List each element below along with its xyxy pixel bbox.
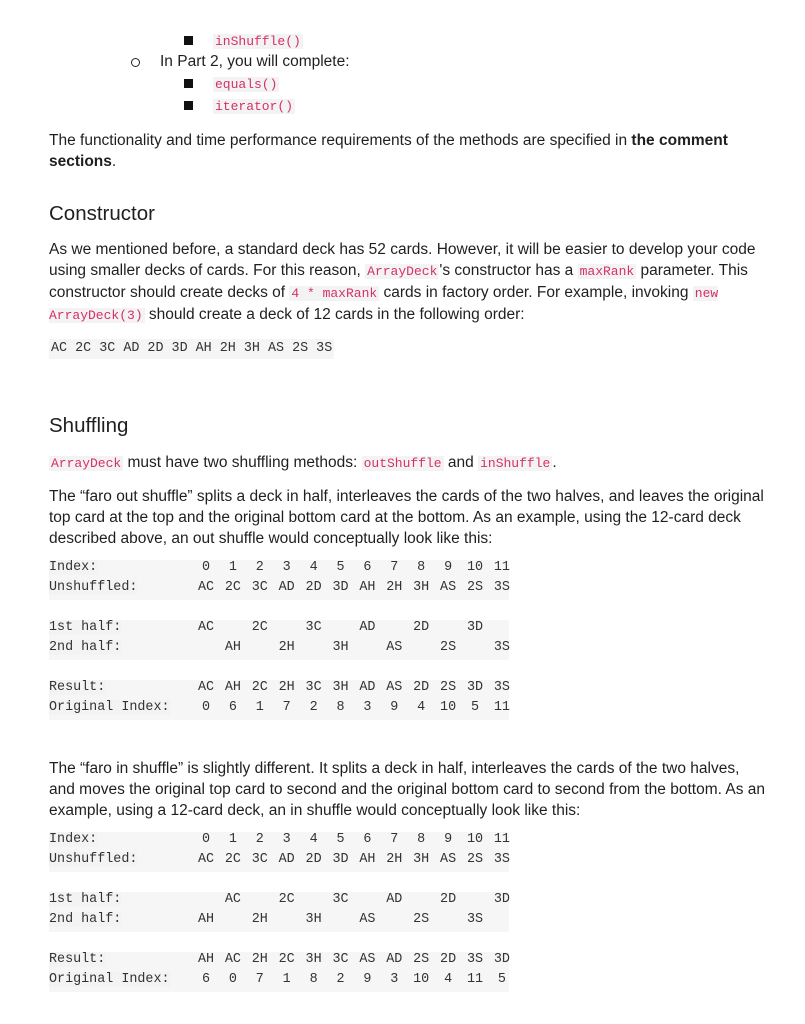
table-cell: 5 [497,972,506,987]
table-cell: 4 [309,560,318,575]
table-cell: 3 [390,972,399,987]
out-table-row-original-index [49,700,509,720]
table-cell: 2D [305,580,322,595]
table-cell: 2D [413,680,430,695]
table-cell: 5 [336,560,345,575]
table-cell: 2C [224,852,241,867]
table-cell: 4 [417,700,426,715]
table-cell: 2S [413,952,430,967]
table-cell: AS [359,912,376,927]
table-cell: 2C [224,580,241,595]
table-cell: 3H [413,580,430,595]
table-cell: 8 [336,700,345,715]
table-cell: 8 [309,972,318,987]
table-cell: 2S [466,580,484,595]
table-cell: 3S [466,952,484,967]
table-cell: 2H [386,580,403,595]
table-cell: 2 [336,972,345,987]
table-cell: 3C [251,580,268,595]
table-cell: 3 [282,560,291,575]
out-table-row-second-half [49,640,509,660]
table-cell: 1 [228,560,237,575]
table-cell: AD [278,852,295,867]
row-label: Index: [49,832,98,847]
constructor-heading: Constructor [49,202,155,225]
table-cell: 2D [440,952,457,967]
table-cell: AH [224,640,241,655]
table-cell: AS [386,680,403,695]
row-label: Unshuffled: [49,852,138,867]
row-label: 2nd half: [49,640,122,655]
in-shuffle-description: The “faro in shuffle” is slightly different. It splits a deck in half, interleaves the cards of the two halves, and moves the original top card to second and the original bottom card to second from the bottom. As an example, using a 12-card deck, an in shuffle would conceptually look like this: [49,760,766,819]
table-cell: 3D [466,680,484,695]
table-cell: 3H [332,640,349,655]
table-cell: 0 [228,972,237,987]
table-cell: 3H [305,952,322,967]
table-cell: 0 [201,560,211,575]
table-cell: 1 [282,972,291,987]
row-label: Unshuffled: [49,580,138,595]
table-cell: 2H [278,640,295,655]
table-cell: 2D [305,852,322,867]
table-cell: 11 [493,832,510,847]
table-cell: 2H [251,952,268,967]
table-cell: AS [359,952,376,967]
table-cell: 3C [332,892,349,907]
table-cell: 3D [466,620,484,635]
table-cell: 2C [251,620,268,635]
outline-item-iterator: iterator() [215,99,294,114]
bullet-square-icon [184,101,193,110]
table-cell: 2 [309,700,318,715]
table-cell: 6 [363,560,372,575]
shuffling-intro: ArrayDeck must have two shuffling methods: outShuffle and inShuffle . [51,454,557,471]
bullet-circle-icon [131,58,140,67]
table-cell: AD [359,620,376,635]
table-cell: AC [197,680,215,695]
table-cell: 0 [201,832,211,847]
table-cell: 2H [278,680,295,695]
table-cell: 6 [201,972,211,987]
table-cell: 10 [440,700,457,715]
table-cell: AD [386,892,403,907]
table-cell: AS [386,640,403,655]
outline-part2-text: In Part 2, you will complete: [160,53,350,70]
factory-order-code: AC 2C 3C AD 2D 3D AH 2H 3H AS 2S 3S [49,339,334,359]
table-cell: 2S [413,912,430,927]
table-cell: AD [359,680,376,695]
out-table-row-first-half [49,620,509,640]
table-cell: 3H [413,852,430,867]
table-cell: 3D [493,952,510,967]
table-cell: 10 [466,832,484,847]
in-table-row-result [49,952,509,972]
table-cell: 7 [255,972,264,987]
in-table-row-unshuffled [49,852,509,872]
row-label: Result: [49,952,106,967]
table-cell: 3D [493,892,510,907]
table-cell: 2D [440,892,457,907]
row-label: Result: [49,680,106,695]
in-table-row-index [49,832,509,852]
table-cell: 3C [332,952,349,967]
constructor-paragraph: As we mentioned before, a standard deck has 52 cards. However, it will be easier to develop your code using smaller decks of cards. For this reason, ArrayDeck 's constructor has a maxRank parameter. This constructor should create decks of 4 * maxRank cards in factory order. For example, invoking new ArrayDeck(3) should create a deck of 12 cards in the following order: [49,241,756,323]
table-cell: 5 [336,832,345,847]
table-cell: AD [386,952,403,967]
table-cell: 10 [413,972,430,987]
in-table-row-original-index [49,972,509,992]
out-table-row-index [49,560,509,580]
table-cell: AD [278,580,295,595]
table-cell: 7 [282,700,291,715]
table-cell: 3S [493,680,510,695]
out-table-row-unshuffled [49,580,509,600]
table-cell: 1 [255,700,264,715]
table-cell: 3C [251,852,268,867]
table-cell: AC [224,952,241,967]
table-cell: 2S [440,680,457,695]
row-label: 1st half: [49,892,122,907]
table-cell: 3 [282,832,291,847]
table-cell: 2C [251,680,268,695]
table-cell: AC [197,852,215,867]
row-label: Index: [49,560,98,575]
table-cell: 2D [413,620,430,635]
table-cell: 3 [363,700,372,715]
table-cell: 2 [255,560,264,575]
shuffling-heading: Shuffling [49,414,129,437]
table-cell: 2S [466,852,484,867]
table-cell: AH [359,852,376,867]
outline-item-equals: equals() [215,77,278,92]
intro-paragraph: The functionality and time performance requirements of the methods are specified in the comment sections. [49,132,728,170]
table-cell: 2H [251,912,268,927]
table-cell: 1 [228,832,237,847]
table-cell: 3S [493,852,510,867]
bullet-square-icon [184,79,193,88]
table-cell: AH [224,680,241,695]
table-cell: 11 [493,700,510,715]
bullet-square-icon [184,36,193,45]
table-cell: AC [197,580,215,595]
table-cell: 7 [390,832,399,847]
table-cell: 3C [305,680,322,695]
in-table-row-second-half [49,912,509,932]
table-cell: AC [197,620,215,635]
table-cell: 3D [332,852,349,867]
table-cell: 3C [305,620,322,635]
table-cell: 7 [390,560,399,575]
row-label: Original Index: [49,972,170,987]
table-cell: 2S [440,640,457,655]
out-table-row-result [49,680,509,700]
table-cell: 4 [444,972,453,987]
table-cell: 11 [493,560,510,575]
table-cell: 6 [228,700,237,715]
out-shuffle-description: The “faro out shuffle” splits a deck in half, interleaves the cards of the two halves, and leaves the original top card at the top and the original bottom card at the bottom. As an example, using the 12-card deck described above, an out shuffle would conceptually look like this: [49,488,764,547]
in-table-row-first-half [49,892,509,912]
table-cell: 3D [332,580,349,595]
table-cell: AS [440,580,457,595]
table-cell: 8 [417,832,426,847]
row-label: Original Index: [49,700,170,715]
table-cell: AH [197,912,215,927]
table-cell: 3S [466,912,484,927]
table-cell: 2H [386,852,403,867]
table-cell: 6 [363,832,372,847]
table-cell: 9 [363,972,372,987]
table-cell: 3S [493,640,510,655]
table-cell: 11 [466,972,484,987]
table-cell: AS [440,852,457,867]
table-cell: 9 [444,560,453,575]
row-label: 1st half: [49,620,122,635]
table-cell: 5 [470,700,480,715]
table-cell: AH [197,952,215,967]
table-cell: 9 [444,832,453,847]
table-cell: 2C [278,952,295,967]
table-cell: 4 [309,832,318,847]
table-cell: AH [359,580,376,595]
table-cell: 2C [278,892,295,907]
table-cell: 3H [332,680,349,695]
table-cell: 2 [255,832,264,847]
row-label: 2nd half: [49,912,122,927]
table-cell: 10 [466,560,484,575]
table-cell: 9 [390,700,399,715]
table-cell: 8 [417,560,426,575]
table-cell: 3S [493,580,510,595]
outline-item-inshuffle: inShuffle() [215,34,301,49]
table-cell: 3H [305,912,322,927]
table-cell: AC [224,892,241,907]
table-cell: 0 [201,700,211,715]
